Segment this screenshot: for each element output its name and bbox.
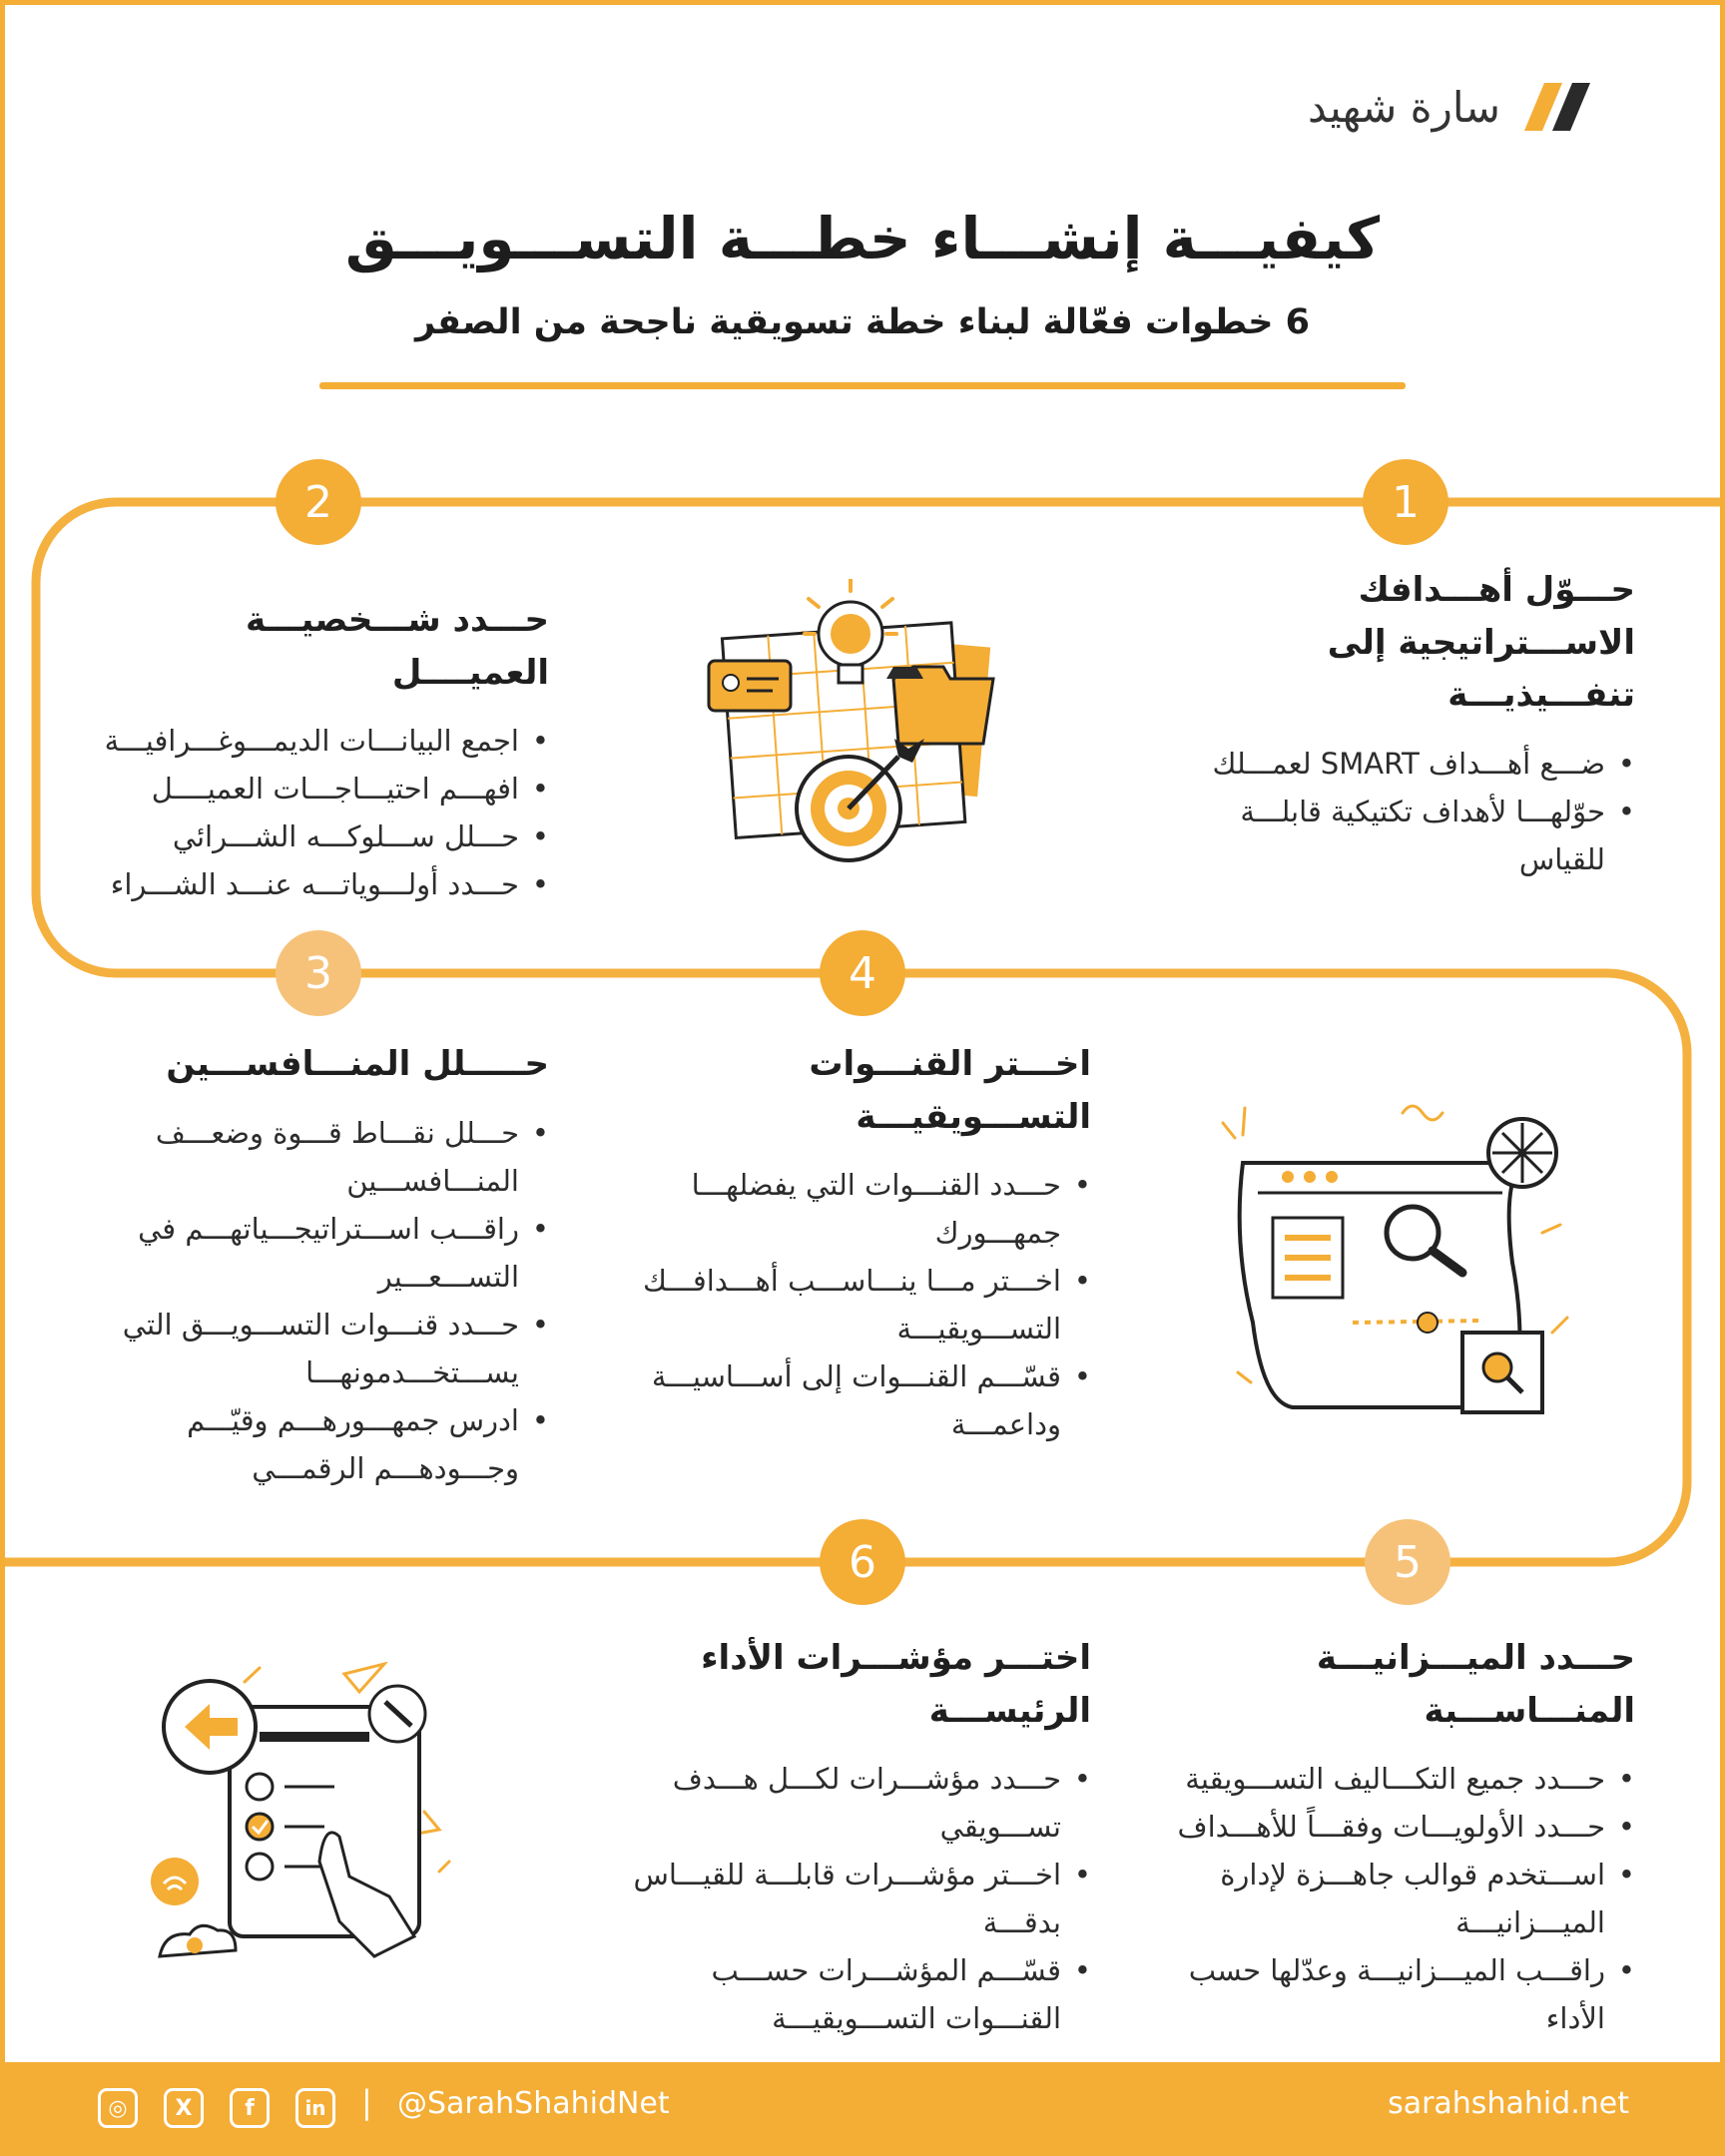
step-3-title: حـــــلل المنـــافســـين — [166, 1044, 549, 1084]
step-1-badge: 1 — [1363, 459, 1448, 545]
step-4-title: اخـــتر القنـــوات التســـويقيـــة — [809, 1044, 1091, 1137]
list-item: • راقـــب الميـــزانيـــة وعدّلها حسب الأداء — [1166, 1946, 1635, 2042]
step-2-list — [90, 717, 549, 908]
step-5-block — [1166, 1632, 1635, 2042]
instagram-icon[interactable]: ◎ — [98, 2088, 138, 2128]
step-2-badge: 2 — [276, 459, 361, 545]
list-item: • حـــدد قنـــوات التســـويـــق التي يســـتخـــدمونهـــا — [90, 1301, 549, 1396]
list-item: • حـــدد القنـــوات التي يفضلهـــا جمهـــورك — [632, 1161, 1091, 1257]
step-6-block — [632, 1632, 1091, 2042]
list-item: • قسّـــم المؤشـــرات حســـب القنـــوات التســـويقيـــة — [632, 1946, 1091, 2042]
step-3-list — [90, 1109, 549, 1492]
brand-name: سارة شهيد — [1308, 82, 1500, 132]
step-5-title: حـــدد الميـــزانيـــة المنـــاســـبة — [1316, 1638, 1635, 1731]
facebook-icon[interactable]: f — [230, 2088, 270, 2128]
step-1-list — [1166, 740, 1635, 883]
list-item: • ادرس جمهـــورهـــم وقيّـــم وجـــودهـــم الرقمـــي — [90, 1396, 549, 1492]
page-subtitle: 6 خطوات فعّالة لبناء خطة تسويقية ناجحة من الصفر — [414, 302, 1310, 342]
step-3-block — [90, 1038, 549, 1492]
social-handle[interactable]: @SarahShahidNet — [397, 2086, 670, 2121]
step-2-block — [90, 594, 549, 908]
footer-separator: | — [361, 2083, 372, 2121]
list-item: • اســـتخدم قوالب جاهـــزة لإدارة الميـــزانيـــة — [1166, 1851, 1635, 1946]
website-link[interactable]: sarahshahid.net — [1388, 2086, 1629, 2121]
list-item: • حـــدد الأولويـــات وفقـــاً للأهـــداف — [1166, 1803, 1635, 1851]
list-item: • حـــلل نقـــاط قـــوة وضعـــف المنـــافســـين — [90, 1109, 549, 1205]
list-item: • اجمع البيانـــات الديمـــوغـــرافيـــة — [90, 717, 549, 765]
list-item: • حوّلهـــا لأهداف تكتيكية قابلـــة للقياس — [1166, 788, 1635, 883]
list-item: • حـــدد مؤشـــرات لكـــل هـــدف تســـويقي — [632, 1755, 1091, 1851]
step-4-badge: 4 — [820, 930, 905, 1016]
x-icon[interactable]: X — [164, 2088, 204, 2128]
step-5-badge: 5 — [1365, 1519, 1450, 1605]
page-title: كيفيـــة إنشـــاء خطـــة التســـويـــق — [344, 205, 1381, 272]
step-2-title: حـــدد شـــخصيـــة العميــــل — [246, 600, 549, 693]
channels-browser-illustration — [1213, 1093, 1582, 1432]
linkedin-icon[interactable]: in — [295, 2088, 335, 2128]
list-item: • افهـــم احتيـــاجـــات العميــــل — [90, 765, 549, 812]
list-item: • حـــدد جميع التكـــاليف التســـويقية — [1166, 1755, 1635, 1803]
list-item: • ضـــع أهـــداف SMART لعمـــلك — [1166, 740, 1635, 788]
step-6-list — [632, 1755, 1091, 2042]
list-item: • اخـــتر مـــا ينـــاســـب أهـــدافـــك التســـويقيـــة — [632, 1257, 1091, 1352]
step-5-list — [1166, 1755, 1635, 2042]
target-strategy-illustration — [699, 579, 1008, 868]
list-item: • قسّـــم القنـــوات إلى أســـاسيـــة وداعمـــة — [632, 1352, 1091, 1448]
step-4-block — [632, 1038, 1091, 1448]
step-6-title: اختـــر مؤشـــرات الأداء الرئيســـة — [701, 1638, 1091, 1731]
list-item: • حـــلل ســـلوكـــه الشـــرائي — [90, 812, 549, 860]
step-4-list — [632, 1161, 1091, 1448]
step-3-badge: 3 — [276, 930, 361, 1016]
step-1-block — [1166, 564, 1635, 883]
step-6-badge: 6 — [820, 1519, 905, 1605]
kpi-checklist-illustration — [150, 1662, 459, 1961]
list-item: • اخـــتر مؤشـــرات قابلـــة للقيـــاس بدقـــة — [632, 1851, 1091, 1946]
list-item: • راقـــب اســـتراتيجـــياتهـــم في التســـعـــير — [90, 1205, 549, 1301]
step-1-title: حـــوّل أهـــدافك الاســـتراتيجية إلى تنفـــيذيـــة — [1327, 570, 1635, 716]
list-item: • حـــدد أولـــوياتـــه عنـــد الشـــراء — [90, 860, 549, 908]
